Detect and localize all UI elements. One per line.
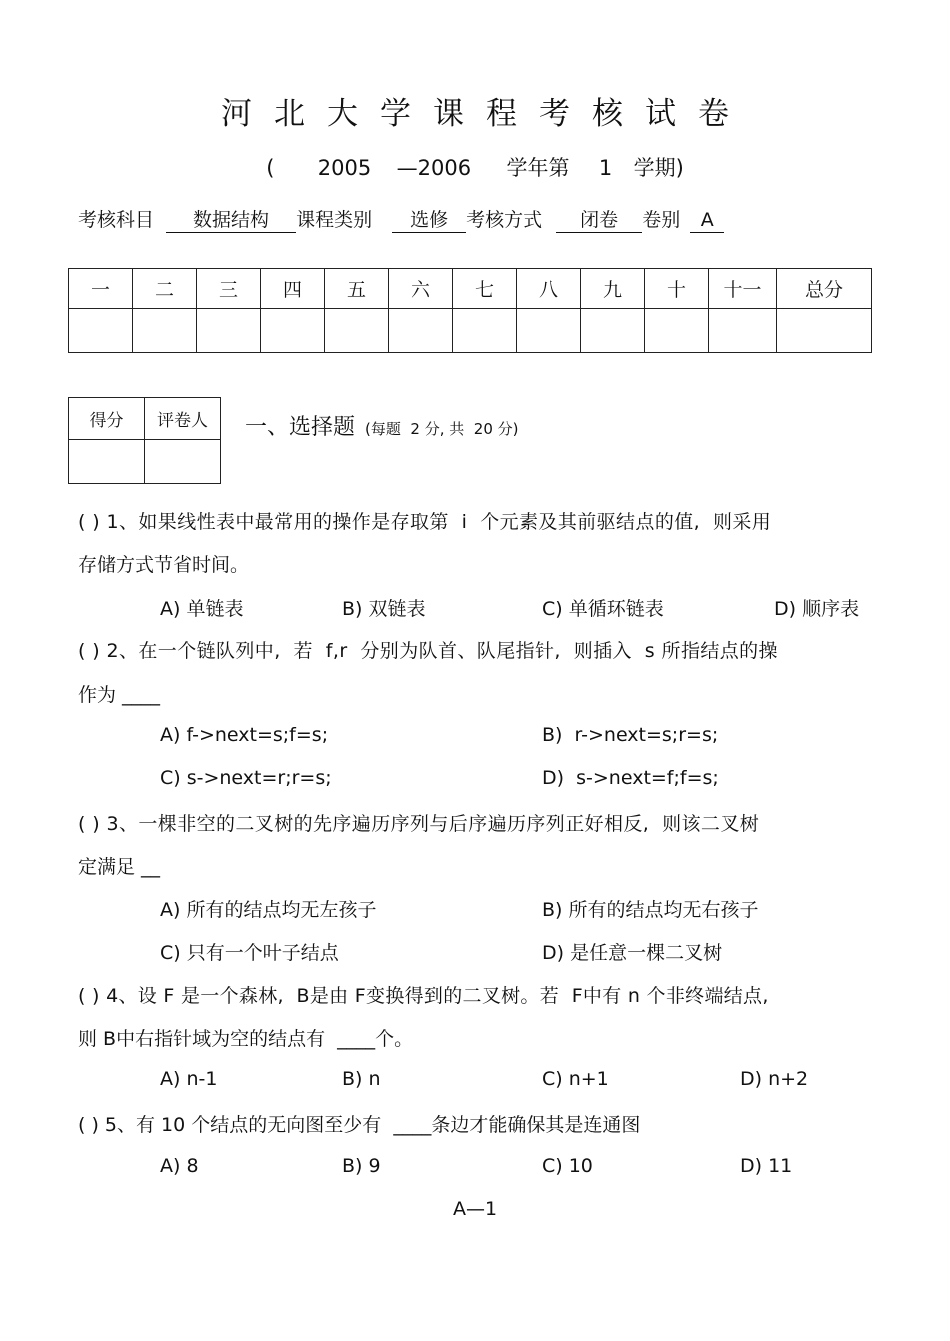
score-cell (517, 309, 581, 353)
score-header: 四 (261, 269, 325, 309)
question-2-line2: 作为 ____ (78, 684, 161, 706)
score-header: 五 (325, 269, 389, 309)
subject-label: 考核科目 (78, 209, 155, 231)
score-cell (133, 309, 197, 353)
question-5-option-c: C) 10 (542, 1155, 593, 1177)
question-2-option-c: C) s->next=r;r=s; (160, 767, 332, 789)
score-header: 九 (581, 269, 645, 309)
question-1-option-a: A) 单链表 (160, 598, 244, 620)
question-2-option-d: D) s->next=f;f=s; (542, 767, 719, 789)
question-1-option-b: B) 双链表 (342, 598, 426, 620)
question-2-option-b: B) r->next=s;r=s; (542, 724, 719, 746)
method-label: 考核方式 (466, 209, 543, 231)
paper-label: 卷别 (642, 209, 681, 231)
score-cell (453, 309, 517, 353)
score-header-total: 总分 (777, 269, 872, 309)
score-header: 三 (197, 269, 261, 309)
type-value: 选修 (392, 208, 466, 233)
question-2-option-a: A) f->next=s;f=s; (160, 724, 329, 746)
method-value: 闭卷 (556, 208, 642, 233)
question-3-line1: ( ) 3、一棵非空的二叉树的先序遍历序列与后序遍历序列正好相反, 则该二叉树 (78, 813, 760, 835)
score-cell (389, 309, 453, 353)
question-1-option-d: D) 顺序表 (774, 598, 860, 620)
section-heading (245, 410, 519, 441)
question-3-line2: 定满足 __ (78, 856, 161, 878)
question-4-option-b: B) n (342, 1068, 381, 1090)
score-table (68, 268, 872, 353)
question-5-line1: ( ) 5、有 10 个结点的无向图至少有 ____条边才能确保其是连通图 (78, 1114, 641, 1136)
score-header: 十 (645, 269, 709, 309)
question-1-option-c: C) 单循环链表 (542, 598, 664, 620)
score-cell (325, 309, 389, 353)
semester-number: 1 (598, 156, 613, 180)
year-mid: 学年第 (506, 156, 570, 180)
year-open: ( (266, 156, 275, 180)
grader-label: 评卷人 (145, 398, 221, 440)
paper-value: A (690, 208, 724, 233)
score-cell (709, 309, 777, 353)
type-label: 课程类别 (296, 209, 373, 231)
question-3-option-b: B) 所有的结点均无右孩子 (542, 899, 759, 921)
question-3-option-a: A) 所有的结点均无左孩子 (160, 899, 377, 921)
question-4-line1: ( ) 4、设 F 是一个森林, B是由 F变换得到的二叉树。若 F中有 n 个非终端结点, (78, 985, 769, 1007)
exam-meta-line (78, 205, 724, 233)
question-4-option-a: A) n-1 (160, 1068, 218, 1090)
grader-table (68, 397, 221, 484)
grader-box (145, 440, 221, 484)
question-1-line2: 存储方式节省时间。 (78, 554, 250, 576)
score-header: 六 (389, 269, 453, 309)
score-header: 一 (69, 269, 133, 309)
subject-value: 数据结构 (166, 208, 296, 233)
question-2-line1: ( ) 2、在一个链队列中, 若 f,r 分别为队首、队尾指针, 则插入 s 所指结点的操 (78, 640, 778, 662)
question-5-option-d: D) 11 (740, 1155, 793, 1177)
score-cell (69, 309, 133, 353)
academic-year-line (0, 152, 950, 182)
question-5-option-a: A) 8 (160, 1155, 199, 1177)
score-header: 十一 (709, 269, 777, 309)
exam-title: 河北大学课程考核试卷 (221, 96, 751, 132)
score-cell-total (777, 309, 872, 353)
year-close: 学期) (633, 156, 684, 180)
section-title: 一、选择题 (245, 415, 356, 440)
score-header: 二 (133, 269, 197, 309)
question-4-option-d: D) n+2 (740, 1068, 809, 1090)
question-4-line2: 则 B中右指针域为空的结点有 ____个。 (78, 1028, 414, 1050)
score-cell (261, 309, 325, 353)
score-header: 八 (517, 269, 581, 309)
year-start: 2005 (317, 156, 372, 180)
question-1-line1: ( ) 1、如果线性表中最常用的操作是存取第 i 个元素及其前驱结点的值, 则采用 (78, 511, 772, 533)
page-number: A—1 (452, 1198, 498, 1220)
score-cell (645, 309, 709, 353)
section-note: (每题 2 分, 共 20 分) (365, 420, 519, 438)
score-cell (197, 309, 261, 353)
year-end: —2006 (396, 156, 472, 180)
score-cell (581, 309, 645, 353)
score-header: 七 (453, 269, 517, 309)
question-3-option-c: C) 只有一个叶子结点 (160, 942, 339, 964)
question-3-option-d: D) 是任意一棵二叉树 (542, 942, 723, 964)
question-4-option-c: C) n+1 (542, 1068, 609, 1090)
score-label: 得分 (69, 398, 145, 440)
question-5-option-b: B) 9 (342, 1155, 381, 1177)
score-box (69, 440, 145, 484)
